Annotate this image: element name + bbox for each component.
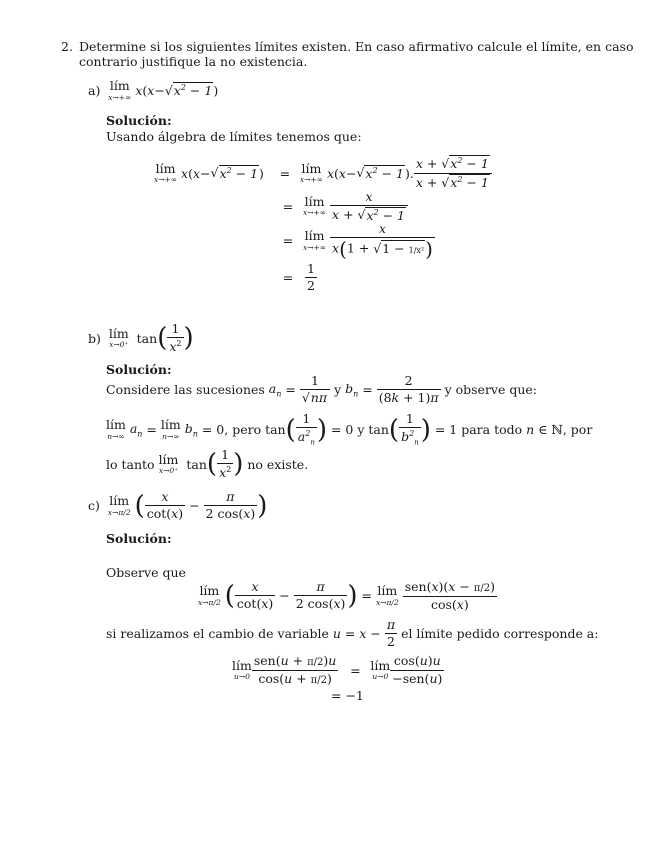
part-b-statement: b) lím x→0⁺ tan ( $\frac{1}{x^2}$ ) (88, 321, 194, 355)
part-a-limit: lím x→+∞ (108, 78, 132, 102)
part-c-eq1: lím x→π/2 ( $\frac{x}{\cot(x)}$ − $\frac{\pi}{2 \cos(x)}$ ) = lím x→π/2 $\frac{\text{sen(x)(x − π/2)}}{\cos(x)}$ (198, 579, 495, 612)
problem-number: 2. (61, 39, 73, 54)
part-a-solution-label: Solución: (106, 113, 172, 128)
part-c-statement: c) lím x→π/2 ( $\frac{x}{\cot(x)}$ − $\frac{\pi}{2 \cos(x)}$ ) (88, 489, 268, 522)
part-c-eq2: lím u→0 $\frac{\text{sen(u + π/2)u}}{\cos(u + \pi/2)}$ = lím u→0 $\frac{\cos(u)u}{\text{−sen(u)}}$ (232, 653, 443, 686)
part-b-label: b) (88, 330, 101, 346)
part-a-eq-line1: lím x→+∞ x ( x − $√x^2 - 1$ ) = lím x→+∞ x ( x − $√x^2 - 1$ ). $\frac{x + √x^2 - 1}{x + √x^2 - 1}$ (154, 156, 492, 190)
part-a-eq-line3: = lím x→+∞ $\frac{x}{\text{x(1 + √1 − 1/x²)}}$ (282, 221, 433, 262)
part-b-limits-line: lím n→∞ $a_n$ = lím n→∞ $b_n$ = 0 , pero tan ( $\frac{1}{a^2_n}$ ) = 0 y tan ( $\frac{1}{b^2_n}$ ) = 1 para todo n ∈ ℕ , por (106, 411, 593, 448)
part-b-sequences: Considere las sucesiones $a_n$ = $\frac{1}{√n\pi}$ y $b_n$ = $\frac{2}{(8k + 1)\pi}$ y observe que: (106, 373, 538, 406)
part-c-observe: Observe que (106, 565, 186, 580)
part-a-eq-line4: = $\frac{1}{2}$ (282, 261, 315, 294)
part-b-conclusion: lo tanto lím x→0⁺ tan ( $\frac{1}{x^2}$ ) no existe. (106, 447, 309, 481)
part-c-substitution: si realizamos el cambio de variable u = x − $\frac{\pi}{2}$ el límite pedido corresponde a: (106, 617, 599, 650)
part-c-result: = −1 (331, 688, 364, 703)
part-b-solution-label: Solución: (106, 362, 172, 377)
problem-statement-line1: Determine si los siguientes límites existen. En caso afirmativo calcule el límite, en caso (79, 39, 634, 54)
part-c-solution-label: Solución: (106, 531, 172, 546)
problem-statement-line2: contrario justifique la no existencia. (79, 54, 308, 69)
part-c-label: c) (88, 498, 100, 514)
part-a-eq-line2: = lím x→+∞ $\frac{x}{x + √x^2 - 1}$ (277, 190, 408, 223)
part-a-statement: a) lím x→+∞ x ( x − $√x^2 - 1$ ) (88, 78, 219, 102)
part-a-label: a) (88, 83, 101, 98)
part-a-intro: Usando álgebra de límites tenemos que: (106, 129, 362, 144)
